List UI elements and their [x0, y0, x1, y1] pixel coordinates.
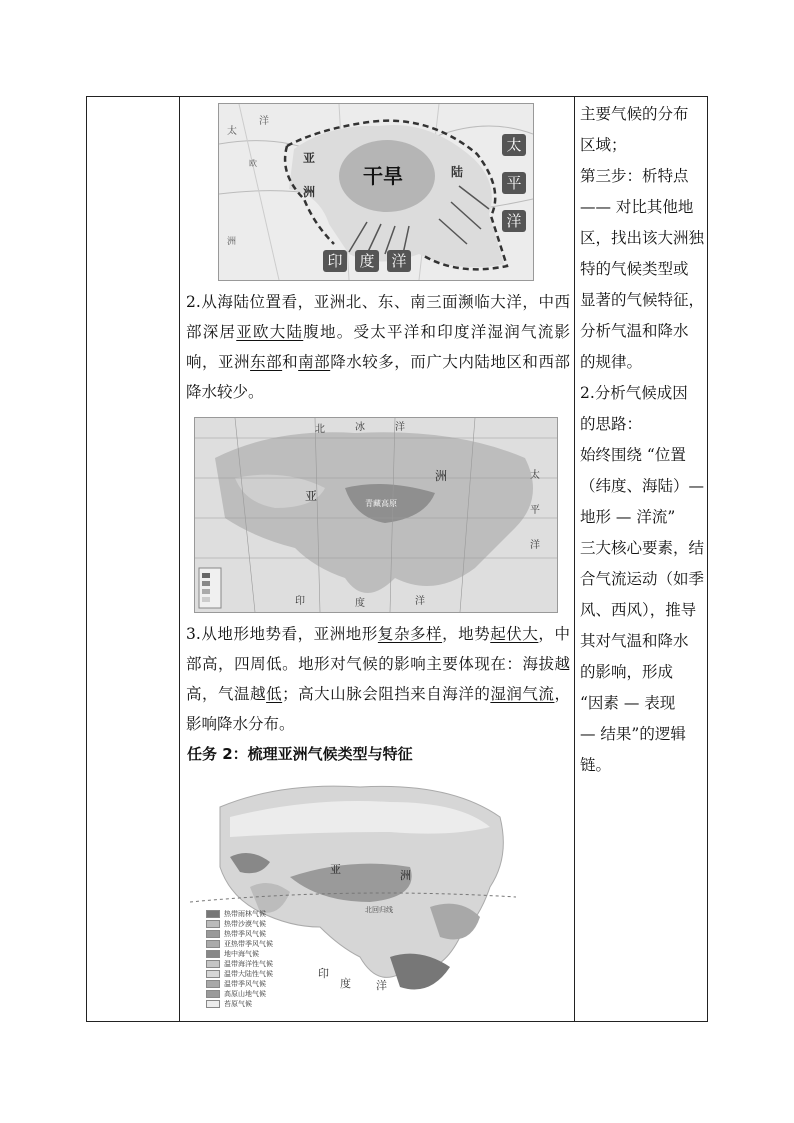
map2-label-1: 冰 — [355, 422, 365, 433]
right-note-line: （纬度、海陆）— — [580, 477, 705, 495]
legend-item: 温带海洋性气候 — [206, 959, 273, 969]
right-note-line: 始终围绕 “位置 — [580, 446, 686, 464]
middle-column — [180, 97, 573, 1021]
para2-underline-1: 亚欧大陆 — [236, 323, 304, 341]
right-note-line: 第三步：析特点 — [580, 167, 689, 185]
asia-topography-graphic — [195, 418, 557, 612]
map1-faint-label-0: 太 — [227, 126, 237, 137]
right-note-line: 的影响，形成 — [580, 663, 674, 681]
pacific-char-2: 平 — [502, 172, 526, 194]
map1-faint-label-2: 亚 — [303, 151, 316, 165]
paragraph-terrain — [186, 619, 570, 739]
map3-label-1: 洲 — [400, 869, 411, 882]
para3-text-3: ，中部高，四周低。地形对气候的影响主要体现在：海拔越高，气温越 — [186, 625, 570, 703]
map3-label-2: 印 — [318, 967, 329, 980]
right-note-line: 的思路： — [580, 415, 643, 433]
map1-faint-label-5: 欧 — [249, 159, 257, 168]
map2-label-7: 洋 — [530, 540, 540, 551]
map1-faint-label-6: 洲 — [227, 237, 237, 247]
legend-item: 热带沙漠气候 — [206, 919, 273, 929]
legend-item: 苔原气候 — [206, 999, 273, 1009]
para3-text-5: ，影响降水分布。 — [186, 685, 570, 733]
para2-text-3: 和 — [282, 353, 299, 371]
right-note-line: 链。 — [580, 756, 612, 774]
right-note-line: — 结果”的逻辑 — [580, 725, 686, 743]
para3-underline-1: 复杂多样 — [377, 625, 443, 643]
para3-text-2: ，地势 — [442, 625, 491, 643]
para2-text-1: 2.从海陆位置看，亚洲北、东、南三面濒临大洋，中西部深居 — [186, 293, 570, 341]
para2-text-4: 降水较多，而广大内陆地区和西部降水较少。 — [186, 353, 570, 401]
content-table — [86, 96, 708, 1022]
right-note-line: 合气流运动（如季 — [580, 570, 705, 588]
right-note-line: 分析气温和降水 — [580, 322, 689, 340]
climate-legend — [206, 909, 273, 1009]
right-column — [575, 97, 709, 1021]
dry-label: 干旱 — [363, 164, 403, 188]
map1-faint-label-4: 陆 — [451, 165, 464, 179]
pacific-char-3: 洋 — [502, 210, 526, 232]
right-note-line: —— 对比其他地 — [580, 198, 694, 216]
para2-underline-2: 东部 — [250, 353, 283, 371]
asia-dry-climate-map — [218, 103, 534, 281]
para3-text-4: ；高大山脉会阻挡来自海洋的 — [282, 685, 491, 703]
right-note-line: 地形 — 洋流” — [580, 508, 676, 526]
map3-label-3: 度 — [340, 977, 351, 990]
indian-char-3: 洋 — [387, 250, 411, 272]
right-note-line: 三大核心要素，结 — [580, 539, 705, 557]
map2-label-9: 度 — [355, 598, 365, 609]
task2-heading: 任务 2：梳理亚洲气候类型与特征 — [187, 745, 413, 763]
asia-topography-map — [194, 417, 558, 613]
right-note-line: 2.分析气候成因 — [580, 384, 688, 402]
paragraph-sea-land-position — [186, 287, 570, 407]
para2-underline-3: 南部 — [298, 353, 331, 371]
map2-label-11: 青藏高原 — [365, 499, 397, 508]
legend-item: 亚热带季风气候 — [206, 939, 273, 949]
para3-underline-3: 低 — [266, 685, 283, 703]
asia-climate-types-map — [190, 777, 516, 1013]
right-note-line: 的规律。 — [580, 353, 643, 371]
map1-faint-label-3: 洲 — [303, 185, 316, 199]
map3-label-5: 北回归线 — [365, 906, 393, 914]
para2-text-2: 腹地。受太平洋和印度洋湿润气流影响，亚洲 — [186, 323, 570, 371]
right-note-line: 风、西风），推导 — [580, 601, 697, 619]
legend-item: 温带季风气候 — [206, 979, 273, 989]
right-note-line: 区，找出该大洲独 — [580, 229, 705, 247]
right-note-line: 特的气候类型或 — [580, 260, 689, 278]
para3-underline-4: 湿润气流 — [490, 685, 555, 703]
map3-label-4: 洋 — [376, 979, 387, 992]
right-note-line: “因素 — 表现 — [580, 694, 676, 712]
legend-item: 温带大陆性气候 — [206, 969, 273, 979]
right-note-line: 其对气温和降水 — [580, 632, 689, 650]
legend-item: 地中海气候 — [206, 949, 273, 959]
map2-label-8: 印 — [295, 596, 305, 607]
indian-char-2: 度 — [355, 250, 379, 272]
para3-underline-2: 起伏大 — [490, 625, 539, 643]
para3-text-1: 3.从地形地势看，亚洲地形 — [186, 625, 378, 643]
legend-item: 热带雨林气候 — [206, 909, 273, 919]
map2-label-2: 洋 — [395, 422, 405, 433]
map2-label-0: 北 — [315, 424, 325, 435]
map2-label-10: 洋 — [415, 596, 425, 607]
map3-label-0: 亚 — [330, 863, 341, 876]
legend-item: 高原山地气候 — [206, 989, 273, 999]
right-note-line: 区域； — [580, 136, 627, 154]
map2-label-3: 亚 — [305, 489, 318, 503]
right-note-line: 显著的气候特征， — [580, 291, 705, 309]
map1-faint-label-1: 洋 — [259, 116, 269, 127]
map2-label-5: 太 — [530, 470, 540, 481]
indian-char-1: 印 — [323, 250, 347, 272]
pacific-char-1: 太 — [502, 134, 526, 156]
right-note-line: 主要气候的分布 — [580, 105, 689, 123]
right-column-notes — [580, 99, 706, 781]
map2-label-6: 平 — [530, 505, 540, 516]
map2-label-4: 洲 — [435, 469, 448, 483]
legend-item: 热带季风气候 — [206, 929, 273, 939]
